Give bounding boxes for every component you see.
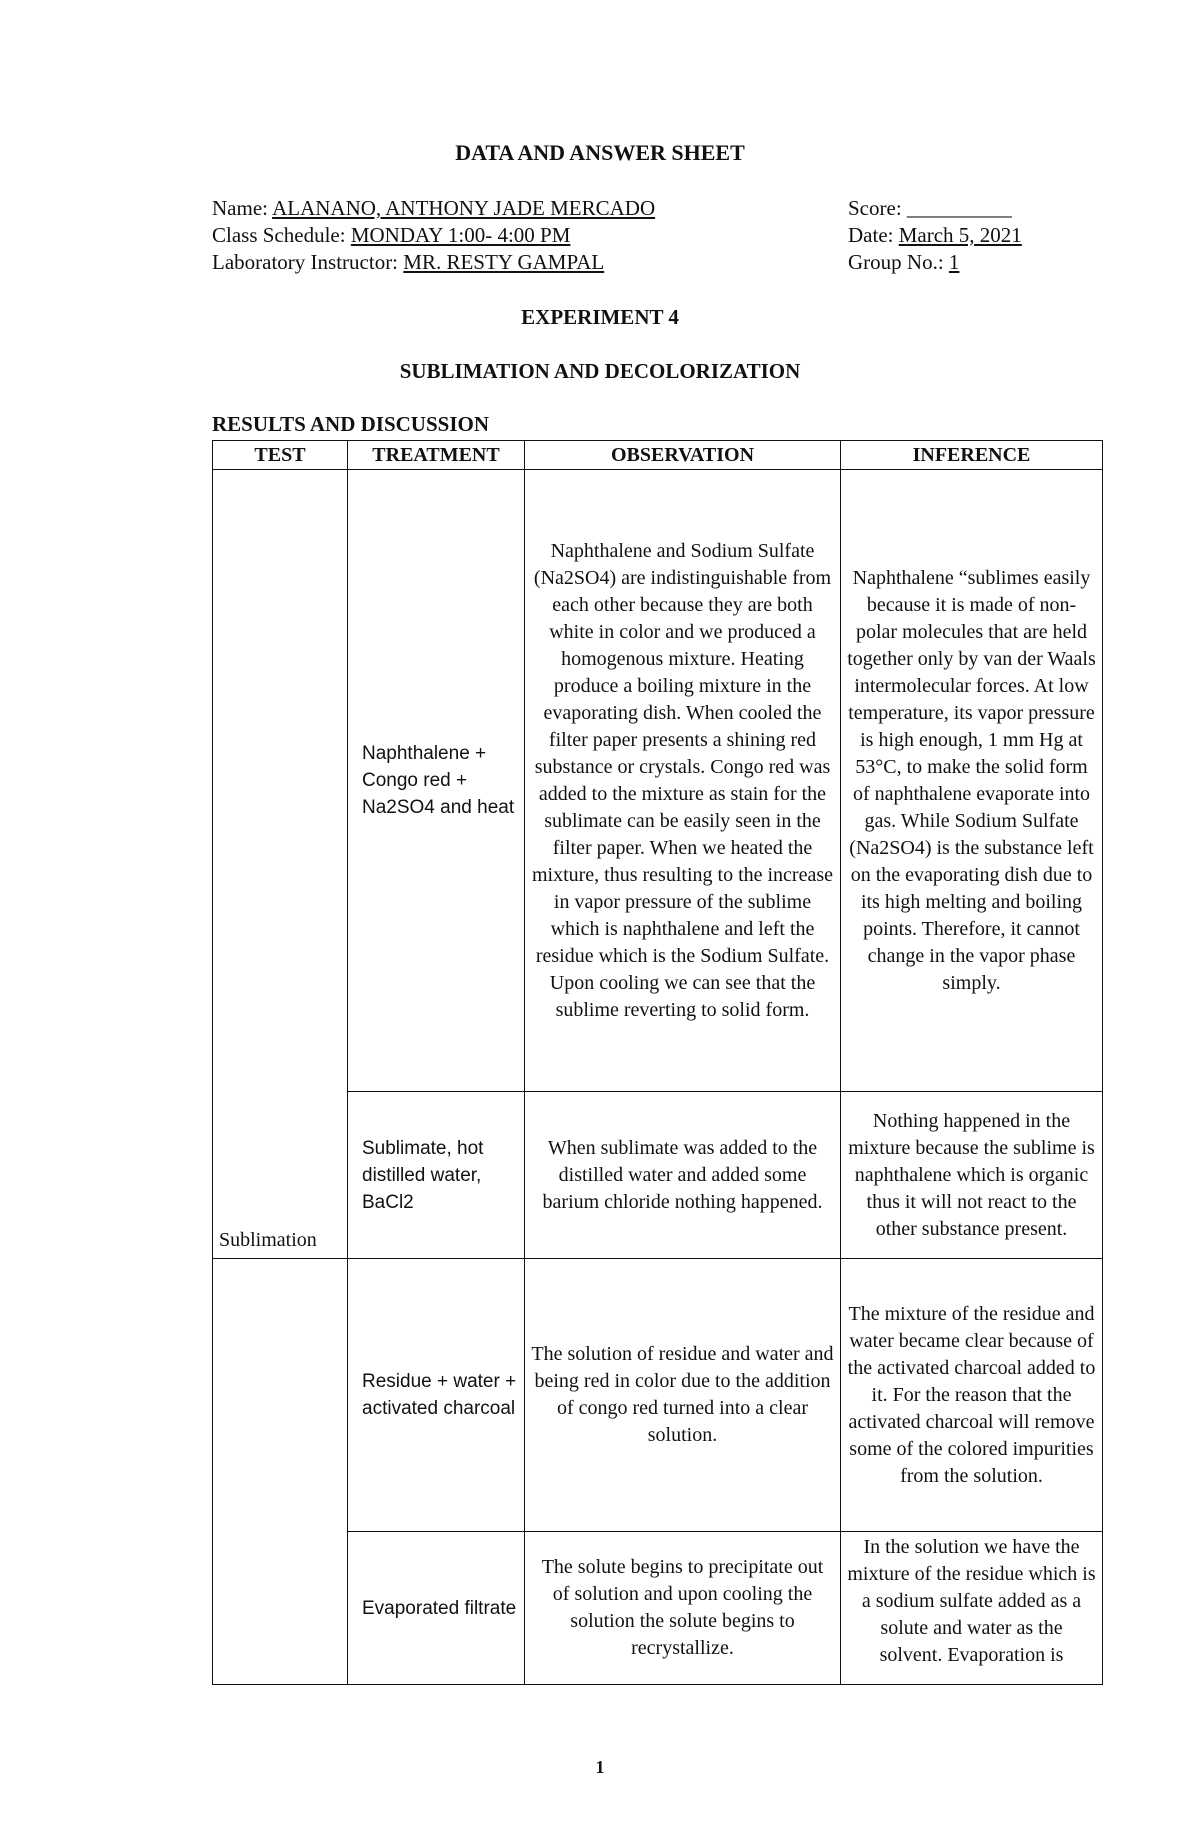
inference-cell: Naphthalene “sublimes easily because it is made of non-polar molecules that are held together only by van der Waals intermolecular forces. At low temperature, its vapor pressure is high enough, 1 mm Hg at 53°C, to make the solid form of naphthalene evaporate into gas. While Sodium Sulfate (Na2SO4) is the substance left on the evaporating dish due to its high melting and boiling points. Therefore, it cannot change in the vapor phase simply.	[841, 470, 1103, 1092]
group-value: 1	[948, 250, 960, 274]
treatment-cell: Sublimate, hot distilled water, BaCl2	[348, 1092, 525, 1259]
score-label: Score:	[848, 196, 902, 220]
section-heading: RESULTS AND DISCUSSION	[212, 412, 489, 436]
date-value: March 5, 2021	[898, 223, 1022, 247]
table-row	[213, 1259, 1103, 1532]
name-line	[212, 196, 655, 221]
experiment-title: SUBLIMATION AND DECOLORIZATION	[399, 359, 801, 383]
sheet-title: DATA AND ANSWER SHEET	[455, 140, 745, 165]
instructor-line	[212, 250, 685, 275]
table-row	[213, 470, 1103, 1092]
test-cell-empty	[213, 1259, 348, 1685]
header-test: TEST	[213, 441, 348, 470]
treatment-cell: Evaporated filtrate	[348, 1532, 525, 1685]
inference-cell: In the solution we have the mixture of the residue which is a sodium sulfate added as a solute and water as the solvent. Evaporation is	[841, 1532, 1103, 1685]
inference-cell: Nothing happened in the mixture because the sublime is naphthalene which is organic thus it will not react to the other substance present.	[841, 1092, 1103, 1259]
header-treatment: TREATMENT	[348, 441, 525, 470]
results-table	[212, 440, 1103, 1685]
schedule-line	[212, 223, 703, 248]
treatment-cell: Naphthalene + Congo red + Na2SO4 and heat	[348, 470, 525, 1092]
observation-cell: The solution of residue and water and being red in color due to the addition of congo red turned into a clear solution.	[525, 1259, 841, 1532]
page-number: 1	[595, 1757, 605, 1777]
test-cell: Sublimation	[213, 470, 348, 1259]
treatment-cell: Residue + water + activated charcoal	[348, 1259, 525, 1532]
group-label: Group No.:	[848, 250, 944, 274]
observation-cell: The solute begins to precipitate out of solution and upon cooling the solution the solute begins to recrystallize.	[525, 1532, 841, 1685]
inference-cell: The mixture of the residue and water became clear because of the activated charcoal added to it. For the reason that the activated charcoal will remove some of the colored impurities from the solution.	[841, 1259, 1103, 1532]
header-observation: OBSERVATION	[525, 441, 841, 470]
score-line	[848, 196, 1012, 221]
experiment-number: EXPERIMENT 4	[521, 305, 679, 329]
table-header-row	[213, 441, 1103, 470]
instructor-label: Laboratory Instructor:	[212, 250, 399, 274]
date-line	[848, 223, 1022, 248]
name-label: Name:	[212, 196, 268, 220]
schedule-label: Class Schedule:	[212, 223, 346, 247]
score-value: __________	[906, 196, 1012, 220]
instructor-value: MR. RESTY GAMPAL	[403, 250, 605, 274]
observation-cell: Naphthalene and Sodium Sulfate (Na2SO4) are indistinguishable from each other because they are both white in color and we produced a homogenous mixture. Heating produce a boiling mixture in the evaporating dish. When cooled the filter paper presents a shining red substance or crystals. Congo red was added to the mixture as stain for the sublimate can be easily seen in the filter paper. When we heated the mixture, thus resulting to the increase in vapor pressure of the sublime which is naphthalene and left the residue which is the Sodium Sulfate. Upon cooling we can see that the sublime reverting to solid form.	[525, 470, 841, 1092]
date-label: Date:	[848, 223, 894, 247]
header-inference: INFERENCE	[841, 441, 1103, 470]
name-value: ALANANO, ANTHONY JADE MERCADO	[272, 196, 656, 220]
group-line	[848, 250, 979, 275]
observation-cell: When sublimate was added to the distilled water and added some barium chloride nothing happened.	[525, 1092, 841, 1259]
schedule-value: MONDAY 1:00- 4:00 PM	[350, 223, 571, 247]
